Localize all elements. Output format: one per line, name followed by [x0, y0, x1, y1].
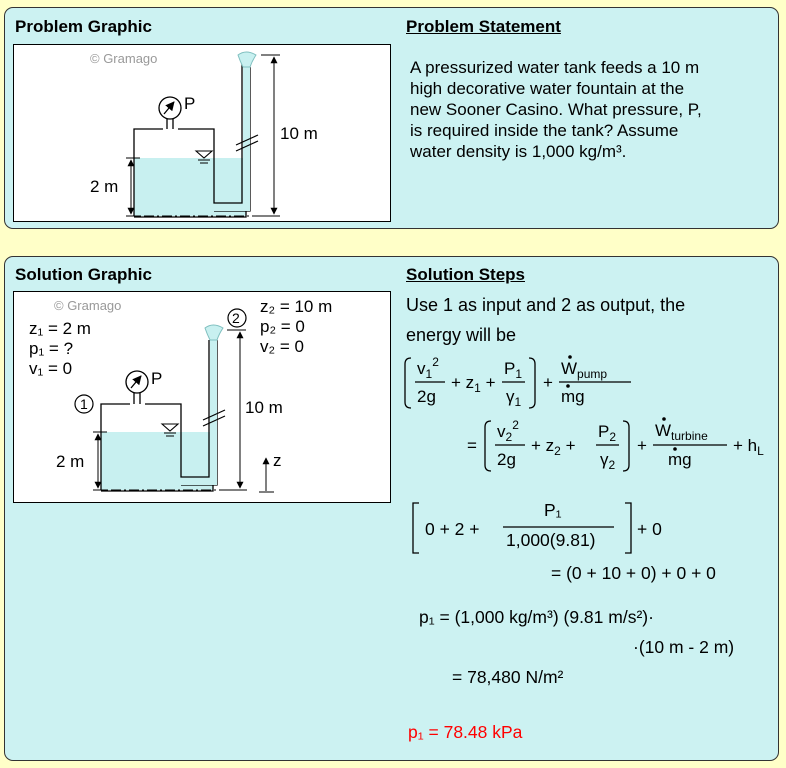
svg-text:mg: mg: [668, 450, 692, 469]
substitution-denominator: 1,000(9.81): [506, 530, 596, 550]
statement-line: water density is 1,000 kg/m³.: [410, 142, 627, 161]
svg-text:mg: mg: [561, 387, 585, 406]
svg-text:Wturbine: $W_{turbine}$: [655, 421, 708, 443]
svg-text:Wpump: $W_{pump}$: [561, 359, 608, 381]
problem-tank-diagram: [14, 45, 392, 223]
svg-text:P2: $P_2$: [598, 422, 617, 444]
svg-text:+: +: [637, 436, 647, 455]
svg-text:=: =: [467, 436, 477, 455]
water-height-label: 2 m: [56, 452, 85, 471]
intro-line-2: energy will be: [406, 325, 517, 345]
v2-label: v₂ = 0: [260, 337, 304, 356]
fountain-height-label: 10 m: [245, 398, 283, 417]
z2-label: z₂ = 10 m: [260, 297, 333, 316]
problem-panel: [4, 7, 779, 229]
problem-statement: [410, 57, 770, 162]
svg-text:+: +: [543, 373, 553, 392]
problem-graphic-title: Problem Graphic: [15, 17, 152, 36]
svg-text:v12: $v_1^2$: [417, 355, 439, 381]
v1-label: v₁ = 0: [29, 359, 73, 378]
substitution-lhs: 0 + 2 +: [425, 519, 480, 539]
p1-expression-line2: ·(10 m - 2 m): [633, 637, 735, 657]
svg-text:2g: 2g: [497, 450, 516, 469]
gauge-label: P: [184, 94, 196, 113]
problem-graphic: [13, 44, 391, 222]
final-answer: p₁ = 78.48 kPa: [408, 722, 523, 742]
intro-line-1: Use 1 as input and 2 as output, the: [406, 295, 686, 315]
fountain-height-label: 10 m: [280, 124, 318, 143]
point2-marker: 2: [232, 310, 240, 326]
z1-label: z₁ = 2 m: [29, 319, 91, 338]
z-axis-label: z: [273, 451, 282, 470]
svg-text:v22: $v_2^2$: [497, 418, 519, 444]
point1-marker: 1: [80, 396, 88, 412]
gauge-label: P: [151, 369, 163, 388]
solution-panel: [4, 256, 779, 761]
point1-conditions: [29, 319, 91, 379]
copyright-mark: © Gramago: [90, 51, 158, 66]
p1-expression-line1: p₁ = (1,000 kg/m³) (9.81 m/s²)·: [419, 607, 654, 627]
substitution-plus: + 0: [637, 519, 662, 539]
p2-label: p₂ = 0: [260, 317, 305, 336]
statement-line: A pressurized water tank feeds a 10 m: [410, 58, 700, 77]
problem-statement-title: Problem Statement: [406, 17, 561, 36]
statement-line: is required inside the tank? Assume: [410, 121, 679, 140]
solution-graphic: [13, 291, 391, 503]
statement-line: high decorative water fountain at the: [410, 79, 685, 98]
water-height-label: 2 m: [90, 177, 119, 196]
svg-text:γ2: $\gamma_2$: [600, 450, 616, 472]
energy-equation: [401, 349, 781, 489]
point2-conditions: [260, 297, 332, 357]
copyright-mark: © Gramago: [54, 298, 122, 313]
svg-text:γ1: $\gamma_1$: [506, 387, 522, 409]
p1-value: = 78,480 N/m²: [452, 667, 564, 687]
p1-label: p₁ = ?: [29, 339, 74, 358]
solution-graphic-title: Solution Graphic: [15, 265, 152, 284]
svg-text:+ z1 +: + $z_1$ +: [451, 373, 496, 395]
solution-steps-title: Solution Steps: [406, 265, 525, 284]
svg-text:+ hL: + $h_L$: [733, 436, 764, 458]
svg-text:+ z2 +: + $z_2$ +: [531, 436, 576, 458]
svg-text:2g: 2g: [417, 387, 436, 406]
statement-line: new Sooner Casino. What pressure, P,: [410, 100, 702, 119]
substitution-rhs: = (0 + 10 + 0) + 0 + 0: [551, 563, 716, 583]
substitution-numerator: P₁: [544, 500, 562, 520]
svg-text:P1: $P_1$: [504, 359, 523, 381]
